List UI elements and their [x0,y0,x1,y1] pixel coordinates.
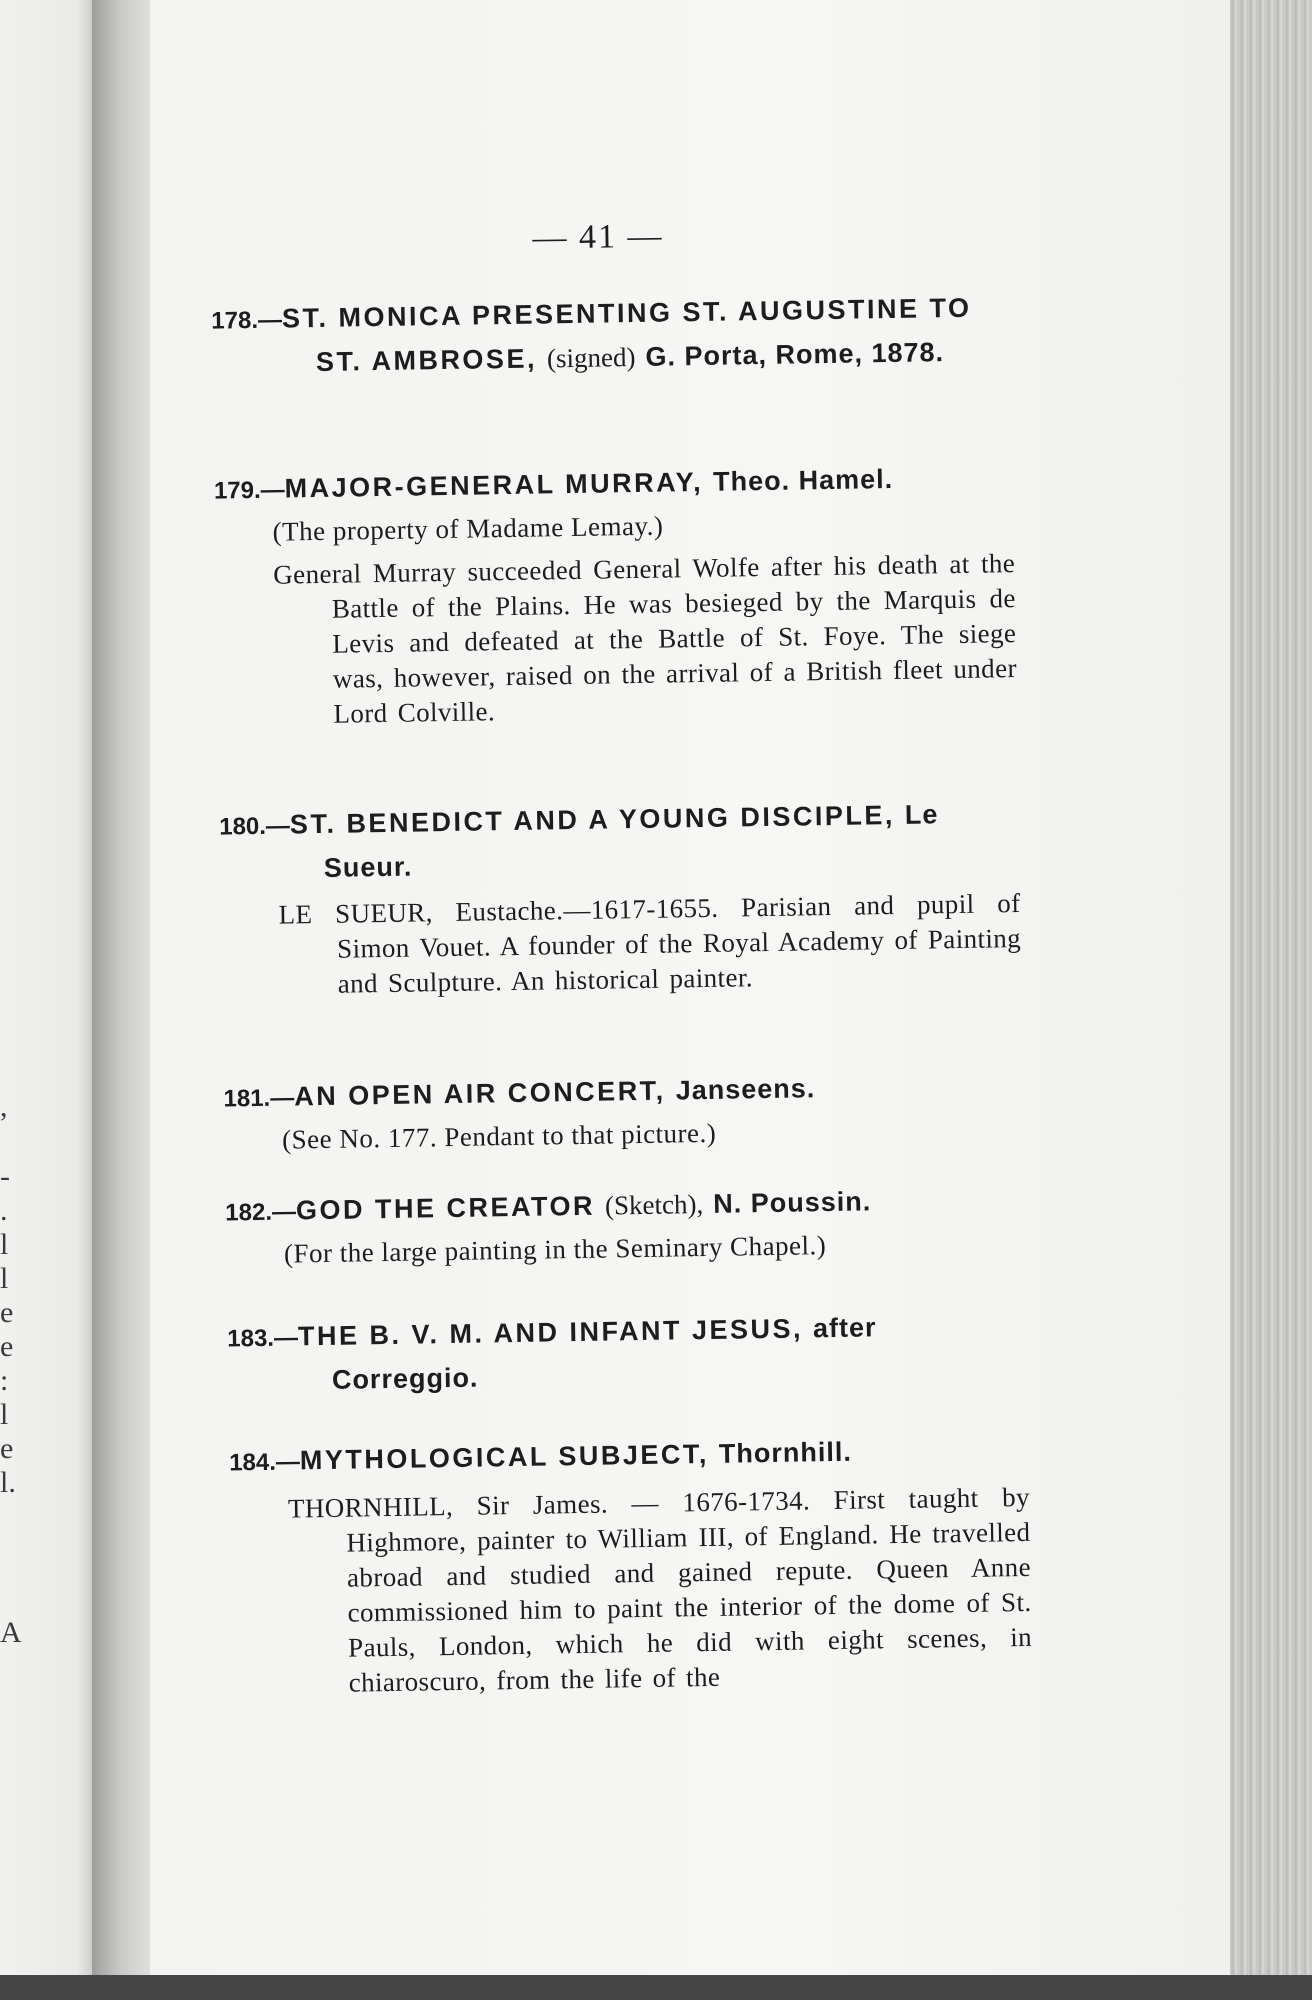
entry-number: 180.— [219,812,291,841]
entry-artist: Janseens. [675,1073,816,1106]
entry-artist: after Correggio. [331,1312,877,1395]
page-number: — 41 — [532,217,664,257]
entry-qualifier: (signed) [546,341,636,374]
entry-heading [219,792,1020,891]
entry-artist: G. Porta, Rome, 1878. [645,337,945,372]
catalogue-entry-178 [211,286,1012,385]
catalogue-entry-183 [227,1304,1028,1403]
entry-artist: Le Sueur. [323,799,939,883]
margin-char: : [0,1364,9,1397]
margin-char: l. [0,1466,16,1499]
entry-title: MYTHOLOGICAL SUBJECT, [299,1438,710,1476]
entry-artist: N. Poussin. [712,1186,872,1219]
entry-heading [229,1428,1030,1485]
margin-char: e [0,1296,14,1329]
entry-title: AN OPEN AIR CONCERT, [293,1075,666,1112]
catalogue-entry-180 [219,792,1022,1004]
entry-number: 182.— [225,1198,297,1227]
entry-note: (For the large painting in the Seminary Chapel.) [283,1230,827,1269]
margin-char: e [0,1432,14,1465]
catalogue-entry-181 [223,1064,1024,1159]
entry-artist: Theo. Hamel. [712,463,894,497]
entry-artist: Thornhill. [718,1436,853,1469]
entry-title: MAJOR-GENERAL MURRAY, [284,466,704,504]
entry-title: THE B. V. M. AND INFANT JESUS, [297,1313,804,1352]
entry-heading [211,286,1012,385]
margin-char: l [0,1262,9,1295]
margin-char: . [0,1194,8,1227]
catalogue-entry-179 [214,456,1018,734]
margin-char: l [0,1228,9,1261]
entry-title: GOD THE CREATOR [295,1190,596,1226]
margin-char: e [0,1330,14,1363]
catalogue-entry-182 [225,1178,1026,1273]
entry-number: 184.— [229,1448,301,1477]
margin-char: l [0,1398,9,1431]
entry-title: ST. BENEDICT AND A YOUNG DISCIPLE, [289,799,896,840]
margin-char: A [0,1616,22,1649]
entry-heading [227,1304,1028,1403]
entry-note: (The property of Madame Lemay.) [272,510,664,547]
entry-description: LE SUEUR, Eustache.—1617-1655. Parisian and pupil of Simon Vouet. A founder of the Royal Academy of Painting and Sculpture. An historical painter. [278,888,1022,999]
entry-number: 183.— [227,1324,299,1353]
entry-number: 181.— [223,1084,295,1113]
margin-char: - [0,1160,10,1193]
entry-title: ST. MONICA PRESENTING ST. AUGUSTINE TO ST. AMBROSE, [281,292,972,378]
margin-char: , [0,1090,8,1123]
entry-description: THORNHILL, Sir James. — 1676-1734. First taught by Highmore, painter to William III, of England. He travelled abroad and studied and gained repute. Queen Anne commissioned him to paint the interior of the dome of St. Pauls, London, which he did with eight scenes, in chiaroscuro, from the life of the [287,1481,1033,1698]
entry-number: 178.— [211,306,283,335]
entry-number: 179.— [213,476,285,505]
catalogue-entry-184 [229,1428,1033,1703]
entry-qualifier: (Sketch), [604,1189,704,1221]
entry-description: General Murray succeeded General Wolfe after his death at the Battle of the Plains. He was besieged by the Marquis de Levis and defeated at the Battle of St. Foye. The siege was, however, raised on the arrival of a British fleet under Lord Colville. [273,548,1018,729]
entry-note: (See No. 177. Pendant to that picture.) [281,1117,717,1155]
